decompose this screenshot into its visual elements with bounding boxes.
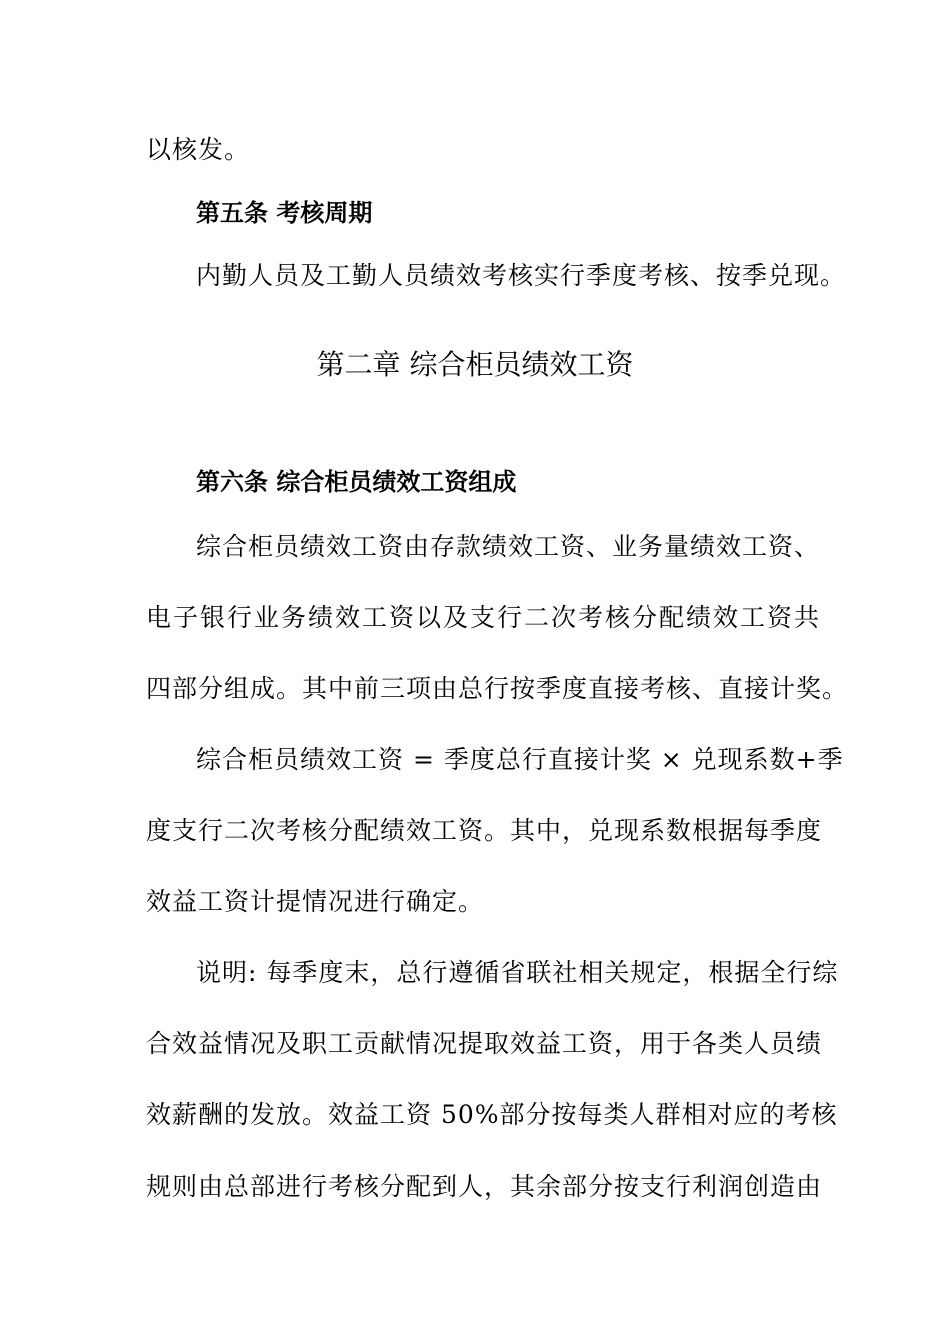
paragraph-line: 电子银行业务绩效工资以及支行二次考核分配绩效工资共 (146, 603, 822, 632)
paragraph-line: 合效益情况及职工贡献情况提取效益工资，用于各类人员绩 (146, 1029, 823, 1058)
paragraph-line: 内勤人员及工勤人员绩效考核实行季度考核、按季兑现。 (196, 261, 847, 290)
paragraph-line: 效益工资计提情况进行确定。 (146, 887, 485, 916)
paragraph-line: 说明: 每季度末，总行遵循省联社相关规定，根据全行综 (196, 958, 839, 987)
paragraph-line: 效薪酬的发放。效益工资 50%部分按每类人群相对应的考核 (146, 1100, 838, 1129)
paragraph-line: 综合柜员绩效工资由存款绩效工资、业务量绩效工资、 (196, 532, 821, 561)
chapter-title: 第二章 综合柜员绩效工资 (316, 348, 634, 381)
article-heading: 第五条 考核周期 (196, 199, 373, 227)
paragraph-line: 度支行二次考核分配绩效工资。其中，兑现系数根据每季度 (146, 816, 823, 845)
paragraph-line: 综合柜员绩效工资 = 季度总行直接计奖 × 兑现系数+季 (196, 745, 844, 774)
paragraph-line: 以核发。 (146, 135, 251, 164)
paragraph-line: 规则由总部进行考核分配到人，其余部分按支行利润创造由 (146, 1172, 823, 1201)
paragraph-line: 四部分组成。其中前三项由总行按季度直接考核、直接计奖。 (146, 674, 849, 703)
article-heading: 第六条 综合柜员绩效工资组成 (196, 468, 517, 496)
